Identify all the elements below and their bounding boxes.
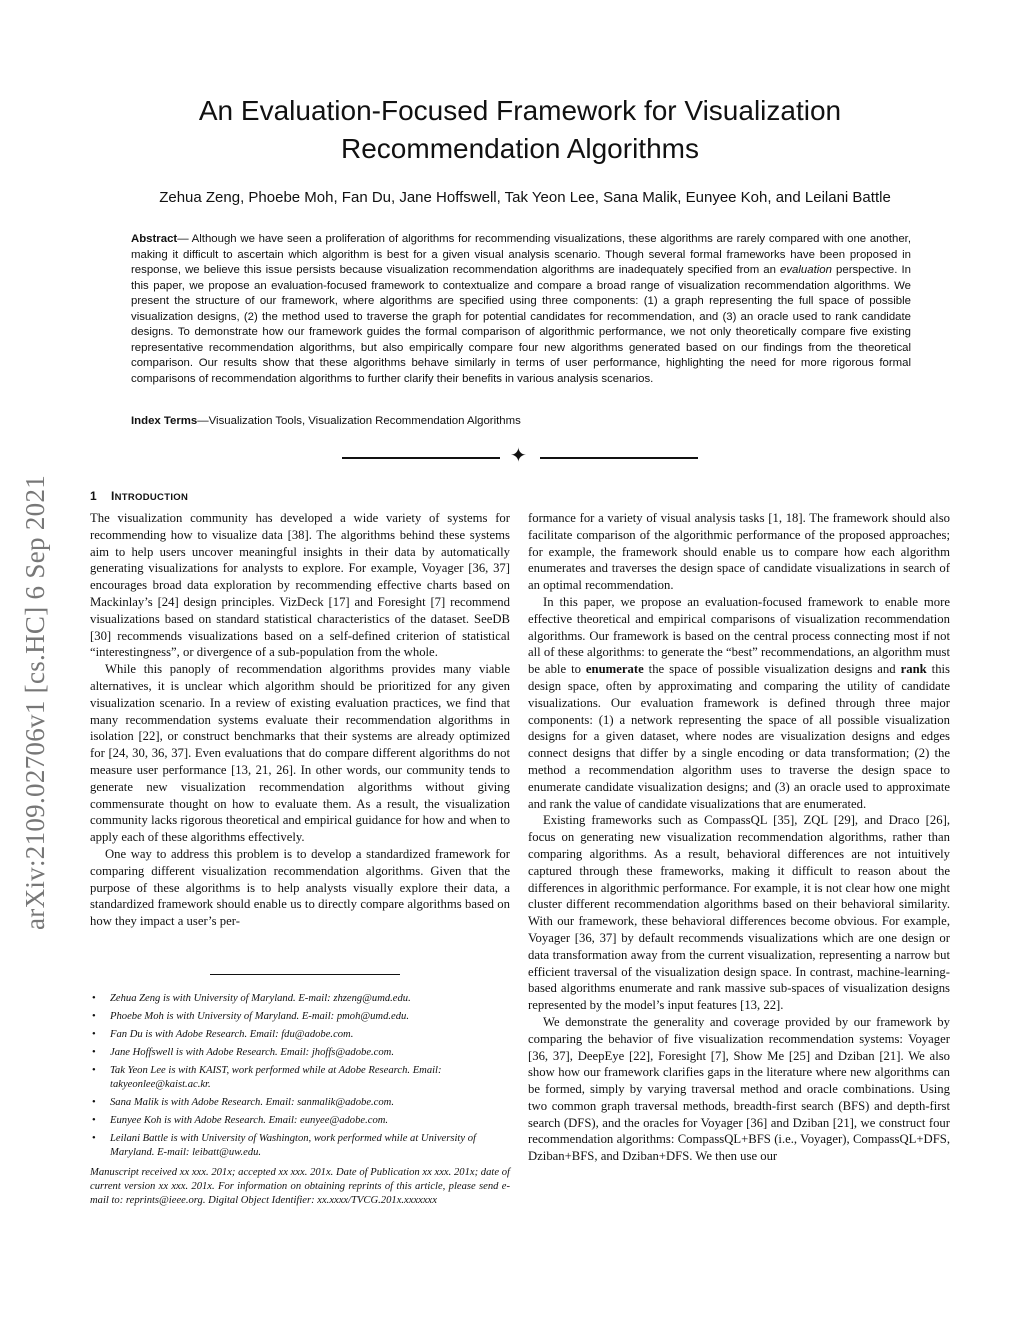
section-heading-introduction bbox=[90, 488, 188, 506]
paragraph-text: this design space, often by approximating and comparing the utility of candidate visualizations. Our evaluation framework is defined through three major components: (1) a network representing the space of all possible visualization designs for a given dataset, where nodes are visualization designs and edges connect designs that differ by a single encoding or data transformation; (2) the method a recommendation algorithm uses to traverse the design space to enumerate candidate visualization designs; and (3) an oracle used to approximate and rank the value of candidate visualizations that are enumerated. bbox=[528, 662, 950, 811]
bullet: • bbox=[92, 1065, 96, 1076]
bullet: • bbox=[92, 1029, 96, 1040]
index-terms-text: —Visualization Tools, Visualization Recommendation Algorithms bbox=[197, 415, 521, 427]
affiliation-item bbox=[92, 1028, 512, 1042]
bullet: • bbox=[92, 993, 96, 1004]
bold-term-rank: rank bbox=[900, 662, 927, 677]
paragraph-text: In this paper, we propose an evaluation-focused framework to enable more effective theoretical and empirical comparisons of visualization recommendation algorithms. Our framework is based on the central process connecting most if not all of these algorithms: to generate the “best” recommendations, an algorithm must be able to bbox=[528, 594, 950, 677]
divider-line-left bbox=[342, 457, 500, 459]
intro-paragraph-continued: formance for a variety of visual analysis tasks [1, 18]. The framework should also facilitate comparison of the algorithmic performance of the proposed approaches; for example, the framework should enable us to compare how each algorithm enumerates and traverses the design space of candidate visualizations in search of an optimal recommendation. bbox=[528, 511, 950, 593]
bullet: • bbox=[92, 1115, 96, 1126]
right-column bbox=[528, 510, 950, 1165]
index-terms-label: Index Terms bbox=[131, 415, 198, 427]
abstract bbox=[131, 232, 911, 387]
title-line-1: An Evaluation-Focused Framework for Visualization bbox=[198, 95, 842, 126]
bullet: • bbox=[92, 1133, 96, 1144]
paragraph-text: the space of possible visualization designs and bbox=[643, 662, 901, 677]
bullet: • bbox=[92, 1097, 96, 1108]
intro-paragraph-2: While this panoply of recommendation algorithms provides many viable alternatives, it is unclear which algorithm should be prioritized for any given visualization scenario. In a review of existing evaluation practices, we find that many recommendation systems evaluate their recommendation algorithms in isolation [22], or construct benchmarks that their systems are already optimized for [24, 30, 36, 37]. Even evaluations that do compare different algorithms do not measure user performance [13, 21, 26]. In other words, our community tends to generate new visualization recommendation algorithms without giving commensurate thought on how to evaluate them. As a result, the visualization community lacks rigorous theoretical and empirical guidance for how and when to apply each of these algorithms effectively. bbox=[90, 662, 510, 845]
affiliation-text: Fan Du is with Adobe Research. Email: fdu@adobe.com. bbox=[110, 1029, 354, 1040]
arxiv-identifier-stamp: arXiv:2109.02706v1 [cs.HC] 6 Sep 2021 bbox=[20, 474, 50, 930]
affiliation-text: Zehua Zeng is with University of Maryland. E-mail: zhzeng@umd.edu. bbox=[110, 993, 411, 1004]
affiliation-text: Eunyee Koh is with Adobe Research. Email: eunyee@adobe.com. bbox=[110, 1115, 389, 1126]
section-number: 1 bbox=[90, 489, 97, 503]
affiliation-item bbox=[92, 1114, 512, 1128]
diamond-star-icon: ✦ bbox=[510, 445, 527, 467]
affiliation-item bbox=[92, 1046, 512, 1060]
affiliation-text: Sana Malik is with Adobe Research. Email: sanmalik@adobe.com. bbox=[110, 1097, 394, 1108]
affiliation-item bbox=[92, 1096, 512, 1110]
manuscript-note: Manuscript received xx xxx. 201x; accepted xx xxx. 201x. Date of Publication xx xxx. 201x; date of current version xx xxx. 201x. For information on obtaining reprints of this article, please send e-mail to: reprints@ieee.org. Digital Object Identifier: xx.xxxx/TVCG.201x.xxxxxxx bbox=[90, 1167, 510, 1206]
title-line-2: Recommendation Algorithms bbox=[341, 133, 699, 164]
affiliation-text: Jane Hoffswell is with Adobe Research. Email: jhoffs@adobe.com. bbox=[110, 1047, 394, 1058]
affiliation-item bbox=[92, 1010, 512, 1024]
abstract-text-2: perspective. In this paper, we propose an evaluation-focused framework to contextualize and compare a broad range of visualization recommendation algorithms. We present the structure of our framework, where algorithms are specified using three components: (1) a graph representing the full space of possible visualization designs, (2) the method used to traverse the graph for potential candidates for recommendation, and (3) an oracle used to rank candidate designs. To demonstrate how our framework guides the formal comparison of algorithmic performance, we not only theoretically compare five existing representative recommendation algorithms, but also empirically compare four new algorithms generated based on our findings from the theoretical comparison. Our results show that these algorithms behave similarly in terms of user performance, highlighting the need for more rigorous formal comparisons of recommendation algorithms to further clarify their benefits in various analysis scenarios. bbox=[131, 264, 911, 385]
index-terms bbox=[131, 414, 911, 430]
affiliation-item bbox=[92, 1132, 512, 1160]
intro-paragraph-framework bbox=[528, 594, 950, 812]
intro-paragraph-demonstration: We demonstrate the generality and coverage provided by our framework by comparing the behavior of five visualization recommendation systems: Voyager [36, 37], DeepEye [22], Foresight [7], Show Me [25] and Dziban [21]. We also show how our framework clarifies gaps in the literature where new algorithms can be formed, simply by varying traversal method and oracle combinations. Using two common graph traversal methods, breadth-first search (BFS) and depth-first search (DFS), and the oracles for Voyager [36] and Dziban [21], we construct four recommendation algorithms: CompassQL+BFS (i.e., Voyager), CompassQL+DFS, Dziban+BFS, and Dziban+DFS. We then use our bbox=[528, 1014, 950, 1164]
author-list: Zehua Zeng, Phoebe Moh, Fan Du, Jane Hoffswell, Tak Yeon Lee, Sana Malik, Eunyee Koh, and Leilani Battle bbox=[159, 189, 891, 206]
affiliation-text: Phoebe Moh is with University of Maryland. E-mail: pmoh@umd.edu. bbox=[110, 1011, 409, 1022]
divider-line-right bbox=[540, 457, 698, 459]
section-title-initial: I bbox=[110, 489, 115, 503]
abstract-emphasis: evaluation bbox=[780, 264, 832, 276]
affiliation-footnotes bbox=[92, 992, 512, 1164]
affiliation-item bbox=[92, 1064, 512, 1092]
paper-title bbox=[120, 92, 920, 168]
affiliation-text: Leilani Battle is with University of Washington, work performed while at University of Maryland. E-mail: leibatt@uw.edu. bbox=[110, 1133, 476, 1158]
bullet: • bbox=[92, 1011, 96, 1022]
bold-term-enumerate: enumerate bbox=[585, 662, 644, 677]
affiliation-item bbox=[92, 992, 512, 1006]
intro-paragraph-1: The visualization community has developed a wide variety of systems for recommending how to visualize data [38]. The algorithms behind these systems aim to help users uncover meaningful insights in their data by automatically generating visualizations for analysts to explore. For example, Voyager [36, 37] encourages broad data exploration by recommending effective charts based on Mackinlay’s [24] design principles. VizDeck [17] and Foresight [7] recommend visualizations based on standard statistical characteristics of the dataset. SeeDB [30] recommends visualizations based on a self-defined criterion of statistical “interestingness”, or divergence of a sub-population from the whole. bbox=[90, 511, 510, 660]
bullet: • bbox=[92, 1047, 96, 1058]
intro-paragraph-3: One way to address this problem is to develop a standardized framework for comparing different visualization recommendation algorithms. Given that the purpose of these algorithms is to help analysts visually explore their data, a standardized framework should enable us to directly compare algorithms based on how they impact a user’s per- bbox=[90, 846, 510, 929]
footnote-rule bbox=[210, 974, 400, 975]
section-title-rest: NTRODUCTION bbox=[114, 492, 189, 503]
left-column bbox=[90, 510, 510, 930]
abstract-text-1: — Although we have seen a proliferation of algorithms for recommending visualizations, these algorithms are rarely compared with one another, making it difficult to ascertain which algorithm is best for a given visual analysis scenario. Though several formal frameworks have been proposed in response, we believe this issue persists because visualization recommendation algorithms are inadequately specified from an bbox=[131, 233, 911, 276]
abstract-label: Abstract bbox=[131, 233, 178, 245]
section-divider bbox=[342, 445, 698, 469]
intro-paragraph-existing-frameworks: Existing frameworks such as CompassQL [35], ZQL [29], and Draco [26], focus on generating new visualization recommendation algorithms, rather than comparing algorithms. As a result, behavioral differences are not intuitively captured through these frameworks, making it difficult to reason about the differences in algorithmic performance. For example, it is not clear how one might cluster different recommendation algorithms based on their behavioral similarity. With our framework, these behavioral differences become obvious. For example, Voyager [36, 37] by default recommends visualizations which are one design or data transformation away from the current visualization, representing a narrow but efficient traversal of the visualization design space. In contrast, machine-learning-based algorithms enumerate and rank massive sub-spaces of visualization designs represented by the model’s input features [13, 22]. bbox=[528, 813, 950, 1013]
affiliation-text: Tak Yeon Lee is with KAIST, work performed while at Adobe Research. Email: takyeonlee@kaist.ac.kr. bbox=[110, 1065, 442, 1090]
